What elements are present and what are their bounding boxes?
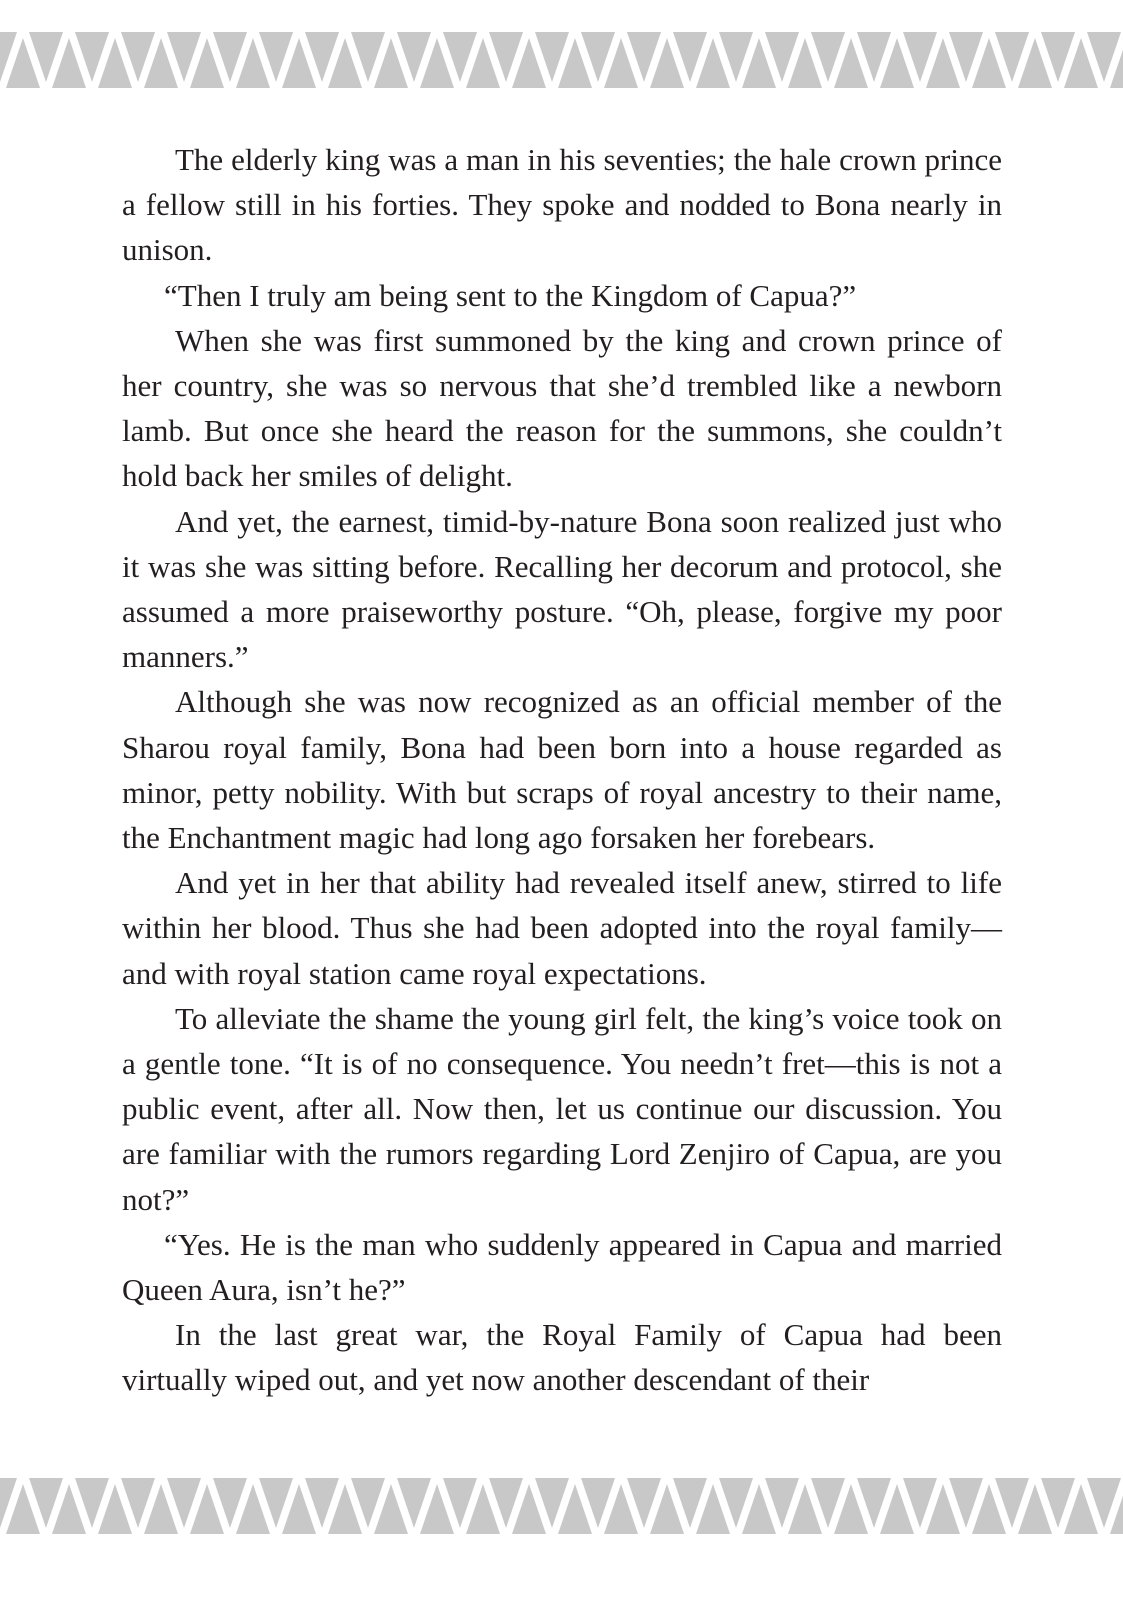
- page-body-text: [122, 137, 1002, 1403]
- paragraph: And yet in her that ability had revealed itself anew, stirred to life within her blood. Thus she had been adopted into the royal family—and with royal station came royal expectations.: [122, 865, 1002, 991]
- paragraph: Although she was now recognized as an official member of the Sharou royal family, Bona had been born into a house regarded as minor, petty nobility. With but scraps of royal ancestry to their name, the Enchantment magic had long ago forsaken her forebears.: [122, 684, 1002, 856]
- paragraph: “Yes. He is the man who suddenly appeared in Capua and married Queen Aura, isn’t he?”: [122, 1226, 1002, 1308]
- paragraph: When she was first summoned by the king and crown prince of her country, she was so nervous that she’d trembled like a newborn lamb. But once she heard the reason for the summons, she couldn’t hold back her smiles of delight.: [122, 322, 1002, 494]
- triangle-pattern-icon: [0, 1478, 1123, 1534]
- paragraph: The elderly king was a man in his seventies; the hale crown prince a fellow still in his forties. They spoke and nodded to Bona nearly in unison.: [122, 142, 1002, 268]
- paragraph: And yet, the earnest, timid-by-nature Bona soon realized just who it was she was sitting before. Recalling her decorum and protocol, she assumed a more praiseworthy posture. “Oh, please, forgive my poor manners.”: [122, 503, 1002, 675]
- paragraph: In the last great war, the Royal Family of Capua had been virtually wiped out, and yet now another descendant of their: [122, 1317, 1002, 1398]
- paragraph: To alleviate the shame the young girl felt, the king’s voice took on a gentle tone. “It is of no consequence. You needn’t fret—this is not a public event, after all. Now then, let us continue our discussion. You are familiar with the rumors regarding Lord Zenjiro of Capua, are you not?”: [122, 1000, 1002, 1217]
- top-decorative-border: [0, 32, 1123, 88]
- paragraph: “Then I truly am being sent to the Kingdom of Capua?”: [164, 277, 857, 313]
- bottom-decorative-border: [0, 1478, 1123, 1534]
- triangle-pattern-icon: [0, 32, 1123, 88]
